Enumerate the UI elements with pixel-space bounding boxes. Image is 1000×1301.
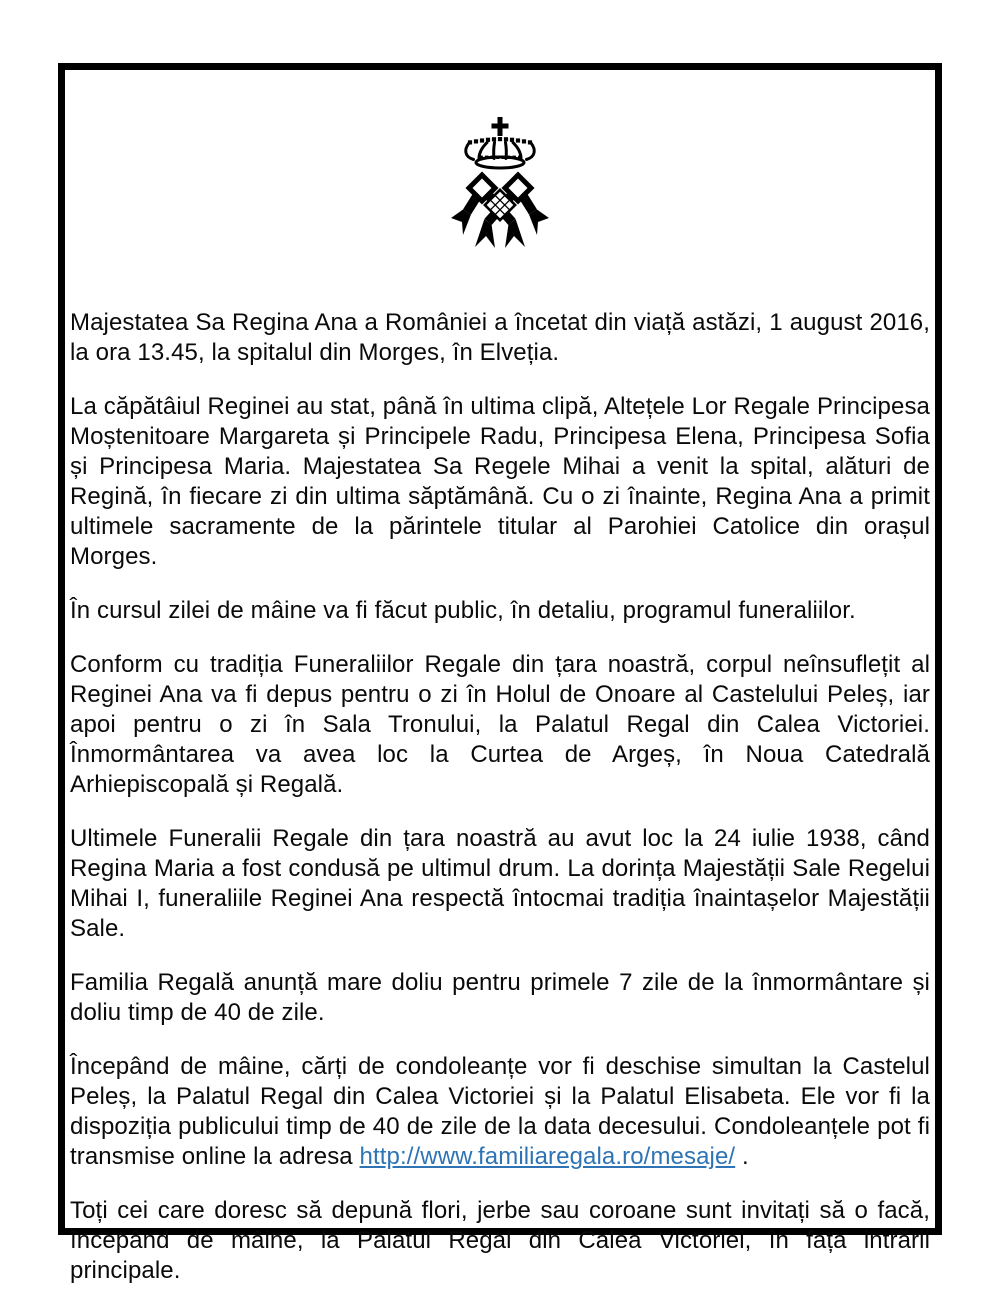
paragraph-mourning-period: Familia Regală anunță mare doliu pentru primele 7 zile de la înmormântare și doliu timp de 40 de zile. — [70, 969, 930, 1026]
paragraph-funeral-tradition: Conform cu tradiția Funeraliilor Regale din țara noastră, corpul neînsuflețit al Reginei Ana va fi depus pentru o zi în Holul de Onoare al Castelului Peleș, iar apoi pentru o zi în Sala Tronului, la Palatul Regal din Calea Victoriei. Înmormântarea va avea loc la Curtea de Argeș, în Noua Catedrală Arhiepiscopală și Regală. — [70, 651, 930, 798]
crown-icon — [450, 115, 550, 255]
paragraph-flowers-invitation: Toți cei care doresc să depună flori, jerbe sau coroane sunt invitați să o facă, începând de mâine, la Palatul Regal din Calea Victoriei, în fața intrării principale. — [70, 1197, 930, 1284]
announcement-text — [70, 308, 930, 1286]
page-border-frame — [58, 63, 942, 1284]
paragraph-funeral-program: În cursul zilei de mâine va fi făcut public, în detaliu, programul funeraliilor. — [70, 597, 856, 624]
paragraph-family-presence: La căpătâiul Reginei au stat, până în ultima clipă, Altețele Lor Regale Principesa Moștenitoare Margareta și Principele Radu, Principesa Elena, Principesa Sofia și Principesa Maria. Majestatea Sa Regele Mihai a venit la spital, alături de Regină, în fiecare zi din ultima săptămână. Cu o zi înainte, Regina Ana a primit ultimele sacramente de la părintele titular al Parohiei Catolice din orașul Morges. — [70, 393, 930, 570]
paragraph-death-announcement: Majestatea Sa Regina Ana a României a încetat din viață astăzi, 1 august 2016, la ora 13.45, la spitalul din Morges, în Elveția. — [70, 309, 930, 366]
condolence-text-before-link: Începând de mâine, cărți de condoleanțe vor fi deschise simultan la Castelul Peleș, la Palatul Regal din Calea Victoriei și la Palatul Elisabeta. Ele vor fi la dispoziția publicului timp de 40 de zile de la data decesului. Condoleanțele pot fi transmise online la adresa — [70, 1053, 930, 1170]
condolence-messages-link[interactable]: http://www.familiaregala.ro/mesaje/ — [359, 1143, 736, 1170]
royal-crown-cypher-icon — [450, 115, 550, 255]
paragraph-last-royal-funeral: Ultimele Funeralii Regale din țara noastră au avut loc la 24 iulie 1938, când Regina Maria a fost condusă pe ultimul drum. La dorința Majestății Sale Regelui Mihai I, funeraliile Reginei Ana respectă întocmai tradiția înaintașelor Majestății Sale. — [70, 825, 930, 942]
paragraph-condolence-books — [70, 1052, 930, 1172]
condolence-text-after-link: . — [735, 1143, 749, 1170]
